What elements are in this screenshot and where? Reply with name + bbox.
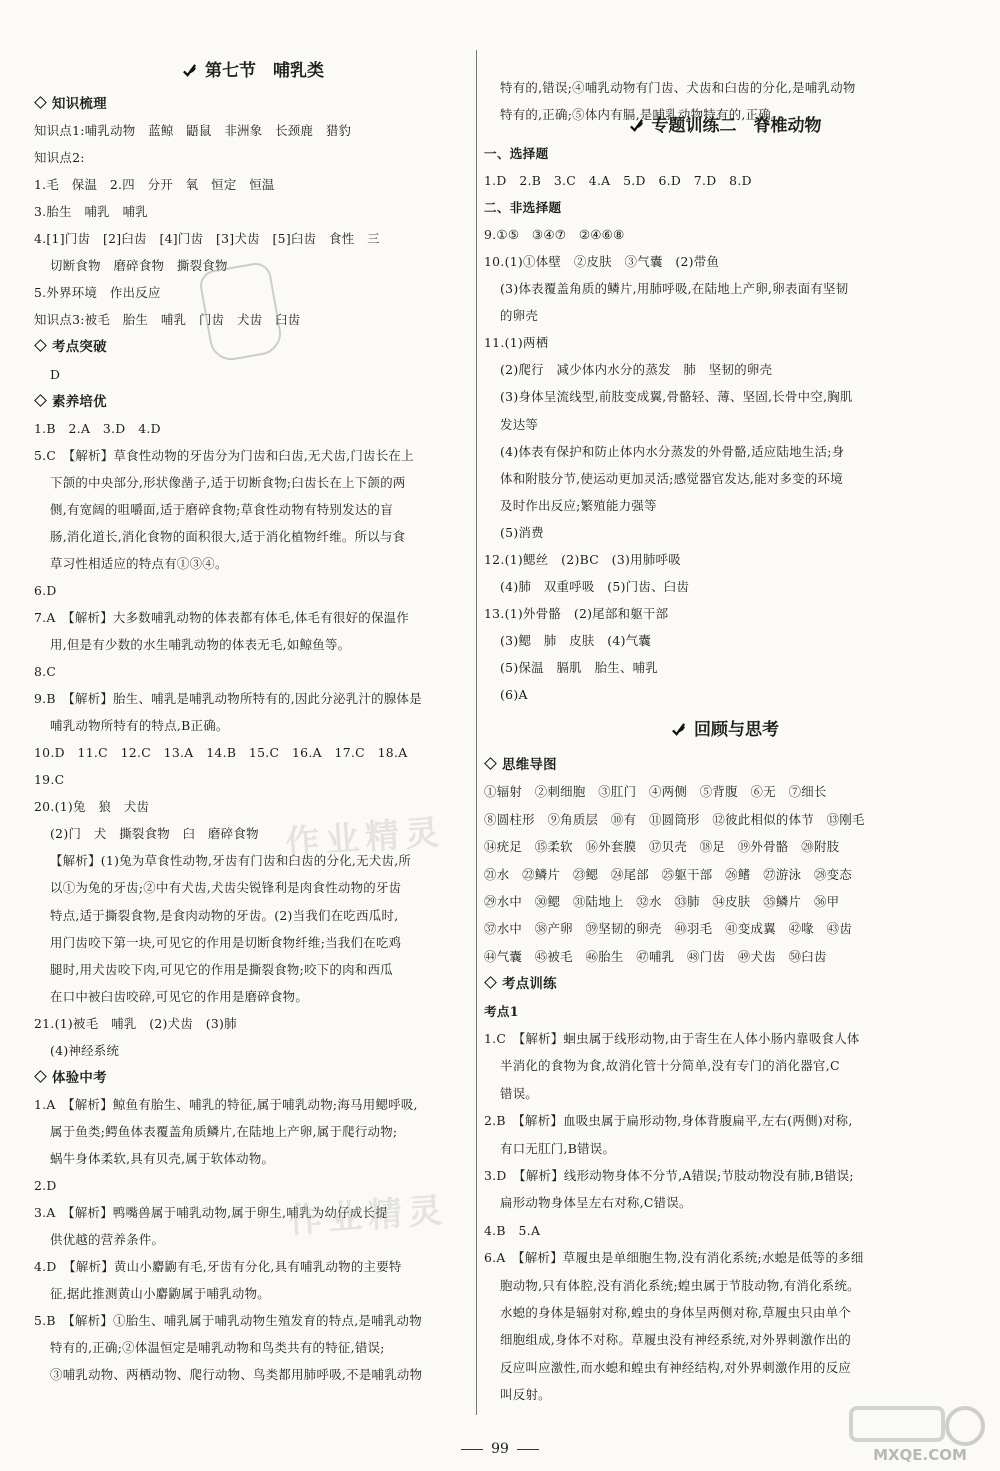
text-line [34,745,407,761]
line-text: 1.A 【解析】鲸鱼有胎生、哺乳的特征,属于哺乳动物;海马用鳃呼吸, [34,1096,418,1112]
column-divider [476,50,477,1415]
line-text: (3)鳃 肺 皮肤 (4)气囊 [500,632,652,648]
text-line [50,367,60,383]
diamond-bullet-icon [34,394,47,407]
line-text: 发达等 [500,416,539,432]
text-line [484,839,839,855]
section-title-text: 专题训练二 脊椎动物 [651,116,822,136]
text-line [484,173,752,189]
text-line [484,552,681,568]
text-line [500,1086,538,1102]
text-line [50,637,350,653]
line-text: (5)保温 膈肌 胎生、哺乳 [500,659,659,675]
line-text: ⑧圆柱形 ⑨角质层 ⑩有 ⑪圆筒形 ⑫彼此相似的体节 ⑬刚毛 [484,811,865,827]
text-line [34,421,161,437]
logo-text: MXQE.COM [873,1446,967,1464]
text-line [484,227,624,243]
line-text: 21.(1)被毛 哺乳 (2)犬齿 (3)肺 [34,1015,237,1031]
text-line [500,498,657,514]
line-text: 19.C [34,772,65,788]
line-text: 用门齿咬下第一块,可见它的作用是切断食物纤维;当我们在吃鸡 [50,934,402,950]
text-line [50,1340,385,1356]
diamond-bullet-icon [484,976,497,989]
checkmark-leaf-icon [671,722,686,737]
text-line [484,335,548,351]
diamond-bullet-icon [34,1070,47,1083]
line-text: 供优越的营养条件。 [50,1232,165,1248]
checkmark-leaf-icon [182,63,197,78]
text-line [484,867,852,883]
text-line [50,718,229,734]
text-line [50,1043,119,1059]
line-text: ㊹气囊 ㊺被毛 ㊻胎生 ㊼哺乳 ㊽门齿 ㊾犬齿 ㊿臼齿 [484,948,827,964]
line-text: 考点1 [484,1003,519,1019]
line-text: 4.B 5.A [484,1222,541,1238]
line-text: (6)A [500,687,528,702]
text-line [50,1286,270,1302]
text-line [484,1250,864,1266]
line-text: 反应叫应激性,而水螅和蝗虫有神经结构,对外界刺激作用的反应 [500,1359,852,1375]
sub-heading [484,200,561,216]
section-title-mammals [34,60,472,82]
line-text: 6.D [34,582,57,598]
text-line [500,687,528,703]
line-text: 侧,有宽阔的咀嚼面,适于磨碎食物;草食性动物有特别发达的盲 [50,501,393,517]
line-text: ㊲水中 ㊳产卵 ㊴坚韧的卵壳 ㊵羽毛 ㊶变成翼 ㊷喙 ㊸齿 [484,921,853,937]
line-text: 扁形动物身体呈左右对称,C错误。 [500,1195,692,1211]
line-text: 5.B 【解析】①胎生、哺乳属于哺乳动物生殖发育的特点,是哺乳动物 [34,1313,422,1329]
text-line [500,579,689,595]
line-text: 10.D 11.C 12.C 13.A 14.B 15.C 16.A 17.C 18.A [34,745,408,761]
text-line [34,583,57,599]
line-text: 1.C 【解析】蛔虫属于线形动物,由于寄生在人体小肠内靠吸食人体 [484,1031,860,1046]
text-line [50,935,401,951]
text-line [50,258,228,274]
line-text: 【解析】(1)兔为草食性动物,牙齿有门齿和臼齿的分化,无犬齿,所 [50,853,412,869]
line-text: ㉑水 ㉒鳞片 ㉓鳃 ㉔尾部 ㉕躯干部 ㉖鳍 ㉗游泳 ㉘变态 [484,866,853,882]
text-line [50,1151,274,1167]
text-line [500,1332,851,1348]
line-text: D [50,366,61,382]
line-text: 11.(1)两栖 [484,335,549,351]
line-text: 蜗牛身体柔软,具有贝壳,属于软体动物。 [50,1150,275,1166]
diamond-bullet-icon [34,340,47,353]
line-text: 思维导图 [502,757,557,773]
text-line [500,660,658,676]
text-line [500,80,856,96]
line-text: 4.D 【解析】黄山小麝鼩有毛,牙齿有分化,具有哺乳动物的主要特 [34,1259,402,1275]
line-text: 6.A 【解析】草履虫是单细胞生物,没有消化系统;水螅是低等的多细 [484,1250,864,1266]
line-text: 4.[1]门齿 [2]臼齿 [4]门齿 [3]犬齿 [5]臼齿 食性 三 [34,231,380,247]
line-text: 错误。 [500,1085,539,1101]
line-text: 9.B 【解析】胎生、哺乳是哺乳动物所特有的,因此分泌乳汁的腺体是 [34,691,422,707]
watermark: 作业精灵 [287,1190,450,1242]
stamp-seal [198,260,285,363]
text-line [500,1195,692,1211]
line-text: 叫反射。 [500,1387,551,1403]
text-line [484,1031,860,1047]
line-text: 7.A 【解析】大多数哺乳动物的体表都有体毛,体毛有很好的保温作 [34,609,410,625]
line-text: 2.D [34,1178,57,1193]
text-line [484,1113,853,1129]
text-line [34,1178,57,1194]
line-text: ⑭疣足 ⑮柔软 ⑯外套膜 ⑰贝壳 ⑱足 ⑲外骨骼 ⑳附肢 [484,839,840,855]
text-line [34,123,351,139]
section-heading [484,757,557,773]
line-text: 3.胎生 哺乳 哺乳 [34,204,148,220]
text-line [484,606,668,622]
text-line [50,962,393,978]
line-text: 特有的,错误;④哺乳动物有门齿、犬齿和臼齿的分化,是哺乳动物 [500,80,856,95]
diamond-bullet-icon [484,757,497,770]
section-heading [34,339,107,355]
line-text: 知识梳理 [52,96,107,112]
line-text: (2)门 犬 撕裂食物 臼 磨碎食物 [50,826,259,842]
line-text: 以①为兔的牙齿;②中有犬齿,犬齿尖锐锋利是肉食性动物的牙齿 [50,880,402,896]
text-line [50,826,259,842]
text-line [500,308,538,324]
text-line [34,1313,422,1329]
text-line [50,1367,422,1383]
line-text: 属于鱼类;鳄鱼体表覆盖角质鳞片,在陆地上产卵,属于爬行动物; [50,1123,398,1139]
line-text: 征,据此推测黄山小麝鼩属于哺乳动物。 [50,1286,270,1302]
section-title-text: 回顾与思考 [694,720,779,740]
line-text: 水螅的身体是辐射对称,蝗虫的身体呈两侧对称,草履虫只由单个 [500,1305,852,1320]
text-line [34,204,148,220]
line-text: 13.(1)外骨骼 (2)尾部和躯干部 [484,605,669,621]
text-line [50,475,406,491]
line-text: 考点突破 [52,339,107,356]
line-text: 8.C [34,664,57,680]
line-text: 3.D 【解析】线形动物身体不分节,A错误;节肢动物没有肺,B错误; [484,1168,854,1183]
text-line [50,556,228,572]
text-line [500,444,844,460]
line-text: (4)体表有保护和防止体内水分蒸发的外骨骼,适应陆地生活;身 [500,443,845,459]
text-line [484,949,827,965]
line-text: 草习性相适应的特点有①③④。 [50,555,228,571]
line-text: ㉙水中 ㉚鳃 ㉛陆地上 ㉜水 ㉝肺 ㉞皮肤 ㉟鳞片 ㊱甲 [484,894,840,909]
line-text: 的卵壳 [500,308,539,324]
line-text: 素养培优 [52,393,107,410]
text-line [34,448,414,464]
text-line [34,285,161,301]
line-text: 特有的,正确;②体温恒定是哺乳动物和鸟类共有的特征,错误; [50,1340,385,1356]
line-text: 及时作出反应;繁殖能力强等 [500,497,657,513]
line-text: 知识点2: [34,150,85,166]
line-text: 二、非选择题 [484,200,562,216]
line-text: 1.D 2.B 3.C 4.A 5.D 6.D 7.D 8.D [484,173,752,189]
line-text: 半消化的食物为食,故消化管十分简单,没有专门的消化器官,C [500,1058,840,1074]
text-line [34,1016,237,1032]
line-text: (4)神经系统 [50,1042,120,1058]
text-line [500,389,853,405]
text-line [484,254,719,270]
line-text: 有口无肛门,B错误。 [500,1140,616,1156]
sub-heading [484,146,548,162]
line-text: ①辐射 ②刺细胞 ③肛门 ④两侧 ⑤背腹 ⑥无 ⑦细长 [484,784,827,800]
text-line [50,502,393,518]
text-line [34,1097,418,1113]
text-line [500,1278,860,1294]
text-line [50,529,405,545]
text-line [500,525,544,541]
section-heading [34,394,107,410]
text-line [34,772,64,788]
line-text: 体验中考 [52,1069,107,1086]
text-line [484,894,839,910]
line-text: 9.①⑤ ③④⑦ ②④⑥⑧ [484,227,625,243]
site-logo [845,1400,995,1466]
text-line [500,471,843,487]
line-text: 10.(1)①体壁 ②皮肤 ③气囊 (2)带鱼 [484,254,720,270]
text-line [500,281,848,297]
line-text: 5.外界环境 作出反应 [34,285,161,301]
text-line [484,1168,854,1184]
text-line [484,812,865,828]
text-line [34,799,149,815]
diamond-bullet-icon [34,96,47,109]
line-text: 哺乳动物所特有的特点,B正确。 [50,718,229,734]
text-line [34,150,85,166]
line-text: (5)消费 [500,524,544,540]
line-text: 5.C 【解析】草食性动物的牙齿分为门齿和臼齿,无犬齿,门齿长在上 [34,447,414,463]
line-text: 1.B 2.A 3.D 4.D [34,420,161,436]
line-text: 12.(1)鳃丝 (2)BC (3)用肺呼吸 [484,551,681,567]
section-heading [484,976,557,992]
text-line [500,417,538,433]
line-text: (2)爬行 减少体内水分的蒸发 肺 坚韧的卵壳 [500,362,773,378]
text-line [50,908,398,924]
text-line [500,633,651,649]
sub-heading [484,1004,519,1020]
watermark: 作业精灵 [284,812,447,864]
line-text: 用,但是有少数的水生哺乳动物的体表无毛,如鲸鱼等。 [50,637,351,652]
line-text: (4)肺 双重呼吸 (5)门齿、臼齿 [500,578,690,594]
line-text: 考点训练 [502,976,557,993]
text-line [484,921,852,937]
section-heading [34,96,107,112]
text-line [484,784,827,800]
text-line [34,1259,402,1275]
line-text: 特有的,正确;⑤体内有膈,是哺乳动物特有的,正确。 [500,107,784,122]
text-line [34,231,380,247]
line-text: 1.毛 保温 2.四 分开 氧 恒定 恒温 [34,177,275,193]
line-text: 细胞组成,身体不对称。草履虫没有神经系统,对外界刺激作出的 [500,1332,852,1348]
line-text: 体和附肢分节,使运动更加灵活;感觉器官发达,能对多变的环境 [500,470,843,486]
line-text: 20.(1)兔 狼 犬齿 [34,799,150,815]
text-line [50,1124,397,1140]
line-text: 2.B 【解析】血吸虫属于扁形动物,身体背腹扁平,左右(两侧)对称, [484,1113,853,1129]
checkmark-leaf-icon [629,118,644,133]
text-line [34,610,409,626]
page-number: 99 [0,1441,1000,1457]
text-line [500,1058,840,1074]
text-line [500,1141,615,1157]
line-text: (3)体表覆盖角质的鳞片,用肺呼吸,在陆地上产卵,卵表面有坚韧 [500,281,849,297]
section-title-review [484,719,966,741]
text-line [500,1387,551,1403]
line-text: 知识点1:哺乳动物 蓝鲸 鼯鼠 非洲象 长颈鹿 猎豹 [34,123,352,139]
text-line [50,989,308,1005]
text-line [484,1223,540,1239]
text-line [34,664,56,680]
section-title-vertebrates [484,115,966,137]
line-text: 腿时,用犬齿咬下肉,可见它的作用是撕裂食物;咬下的肉和西瓜 [50,961,393,977]
line-text: ③哺乳动物、两栖动物、爬行动物、鸟类都用肺呼吸,不是哺乳动物 [50,1367,423,1383]
line-text: 3.A 【解析】鸭嘴兽属于哺乳动物,属于卵生,哺乳为幼仔成长提 [34,1205,388,1221]
text-line [500,1305,851,1321]
section-title-text: 第七节 哺乳类 [205,61,324,81]
text-line [500,362,772,378]
line-text: 在口中被臼齿咬碎,可见它的作用是磨碎食物。 [50,988,309,1004]
line-text: 特点,适于撕裂食物,是食肉动物的牙齿。(2)当我们在吃西瓜时, [50,907,399,923]
text-line [50,1232,164,1248]
line-text: 知识点3:被毛 胎生 哺乳 门齿 犬齿 臼齿 [34,312,301,328]
line-text: (3)身体呈流线型,前肢变成翼,骨骼轻、薄、坚固,长骨中空,胸肌 [500,389,853,405]
text-line [50,880,401,896]
text-line [34,177,275,193]
line-text: 一、选择题 [484,146,549,161]
line-text: 切断食物 磨碎食物 撕裂食物 [50,258,228,274]
line-text: 肠,消化道长,消化食物的面积很大,适于消化植物纤维。所以与食 [50,528,406,544]
text-line [34,691,422,707]
text-line [500,1360,851,1376]
line-text: 下颌的中央部分,形状像凿子,适于切断食物;臼齿长在上下颌的两 [50,474,406,490]
line-text: 胞动物,只有体腔,没有消化系统;蝗虫属于节肢动物,有消化系统。 [500,1277,860,1293]
section-heading [34,1070,107,1086]
